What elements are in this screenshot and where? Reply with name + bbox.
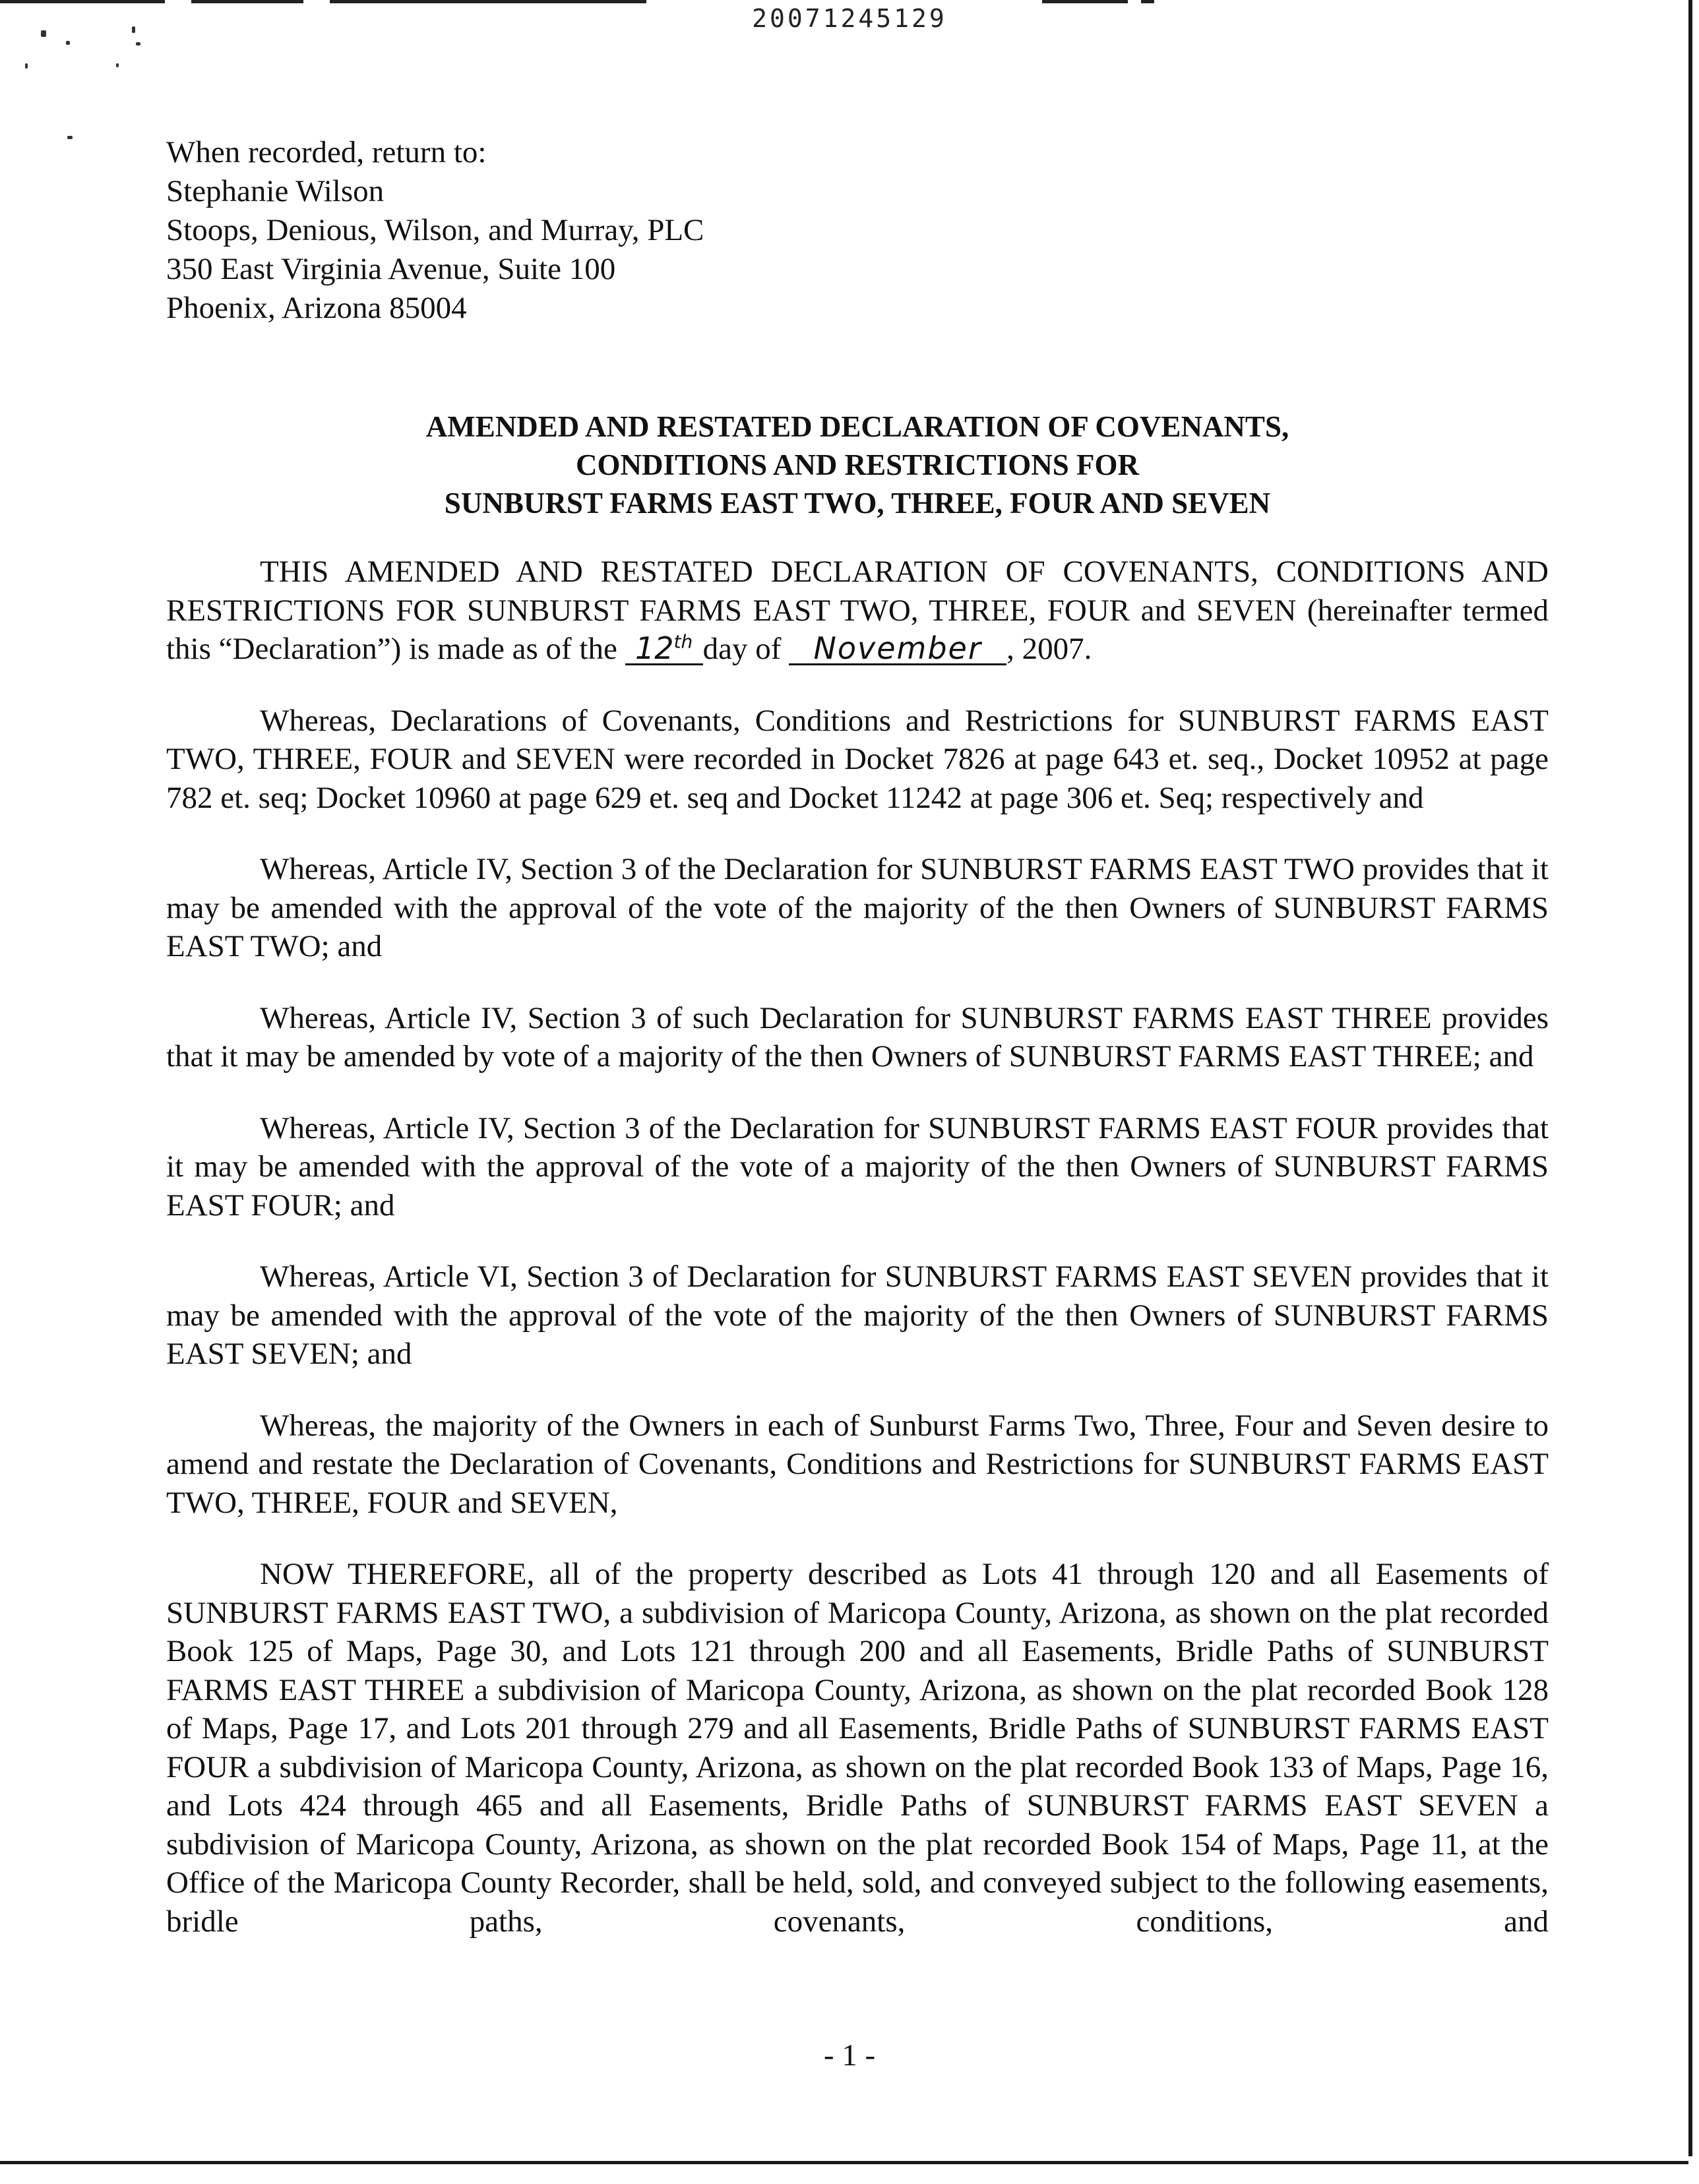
year-text: , 2007. <box>1006 632 1092 666</box>
page-number: - 1 - <box>823 2038 876 2073</box>
whereas-paragraph: Whereas, the majority of the Owners in each of Sunburst Farms Two, Three, Four and Seven desire to amend and restate the Declaration of Covenants, Conditions and Restrictions for SUNBURST FARMS EAST TWO, THREE, FOUR and SEVEN, <box>166 1408 1549 1520</box>
preamble-paragraph <box>166 553 1549 669</box>
document-title <box>165 408 1550 522</box>
whereas-paragraph: Whereas, Declarations of Covenants, Conditions and Restrictions for SUNBURST FARMS EAST TWO, THREE, FOUR and SEVEN were recorded in Docket 7826 at page 643 et. seq., Docket 10952 at page 782 et. seq; Docket 10960 at page 629 et. seq and Docket 11242 at page 306 et. Seq; respectively and <box>166 703 1549 815</box>
title-line: AMENDED AND RESTATED DECLARATION OF COVENANTS, <box>425 410 1289 443</box>
scan-speck <box>136 42 140 46</box>
scan-mark <box>0 0 165 3</box>
handwritten-day <box>625 630 703 666</box>
scan-right-edge <box>1688 0 1692 2156</box>
return-address-line: Stoops, Denious, Wilson, and Murray, PLC <box>166 213 704 247</box>
scan-mark <box>191 0 303 3</box>
scan-mark <box>1141 0 1154 3</box>
return-address-line: Phoenix, Arizona 85004 <box>166 291 467 325</box>
now-therefore-paragraph: NOW THEREFORE, all of the property described as Lots 41 through 120 and all Easements of SUNBURST FARMS EAST TWO, a subdivision of Maricopa County, Arizona, as shown on the plat recorded Book 125 of Maps, Page 30, and Lots 121 through 200 and all Easements, Bridle Paths of SUNBURST FARMS EAST THREE a subdivision of Maricopa County, Arizona, as shown on the plat recorded Book 128 of Maps, Page 17, and Lots 201 through 279 and all Easements, Bridle Paths of SUNBURST FARMS EAST FOUR a subdivision of Maricopa County, Arizona, as shown on the plat recorded Book 133 of Maps, Page 16, and Lots 424 through 465 and all Easements, Bridle Paths of SUNBURST FARMS EAST SEVEN a subdivision of Maricopa County, Arizona, as shown on the plat recorded Book 154 of Maps, Page 11, at the Office of the Maricopa County Recorder, shall be held, sold, and conveyed subject to the following easements, bridle paths, covenants, conditions, and <box>166 1557 1549 1939</box>
scan-speck <box>67 136 73 139</box>
recording-number: 20071245129 <box>752 4 947 33</box>
scan-speck <box>66 41 70 45</box>
title-line: SUNBURST FARMS EAST TWO, THREE, FOUR AND SEVEN <box>444 487 1271 520</box>
whereas-paragraph: Whereas, Article IV, Section 3 of the Declaration for SUNBURST FARMS EAST FOUR provides that it may be amended with the approval of the vote of a majority of the then Owners of SUNBURST FARMS EAST FOUR; and <box>166 1110 1549 1223</box>
return-address-line: Stephanie Wilson <box>166 174 385 208</box>
handwritten-month: November <box>789 633 1006 665</box>
title-line: CONDITIONS AND RESTRICTIONS FOR <box>576 448 1139 481</box>
scan-mark <box>330 0 646 3</box>
return-address-line: When recorded, return to: <box>166 135 487 169</box>
return-address <box>166 133 704 328</box>
day-number: 12 <box>634 630 674 666</box>
whereas-paragraph: Whereas, Article VI, Section 3 of Declaration for SUNBURST FARMS EAST SEVEN provides that it may be amended with the approval of the vote of the majority of the then Owners of SUNBURST FARMS EAST SEVEN; and <box>166 1259 1549 1371</box>
day-suffix: th <box>673 630 693 653</box>
scan-speck <box>25 63 28 69</box>
return-address-line: 350 East Virginia Avenue, Suite 100 <box>166 252 616 286</box>
whereas-paragraph: Whereas, Article IV, Section 3 of such Declaration for SUNBURST FARMS EAST THREE provides that it may be amended by vote of a majority of the then Owners of SUNBURST FARMS EAST THREE; and <box>166 1000 1549 1074</box>
day-of-text: day of <box>702 632 782 666</box>
document-body <box>166 553 1549 1941</box>
scan-speck <box>116 63 119 67</box>
whereas-paragraph: Whereas, Article IV, Section 3 of the Declaration for SUNBURST FARMS EAST TWO provides that it may be amended with the approval of the vote of the majority of the then Owners of SUNBURST FARMS EAST TWO; and <box>166 852 1549 963</box>
preamble-text: THIS AMENDED AND RESTATED DECLARATION OF COVENANTS, CONDITIONS AND RESTRICTIONS FOR SUNBURST FARMS EAST TWO, THREE, FOUR and SEVEN (hereinafter termed this “Declaration”) is made as of the <box>166 555 1549 666</box>
scan-mark <box>1042 0 1128 3</box>
scan-bottom-edge <box>0 2161 1688 2164</box>
